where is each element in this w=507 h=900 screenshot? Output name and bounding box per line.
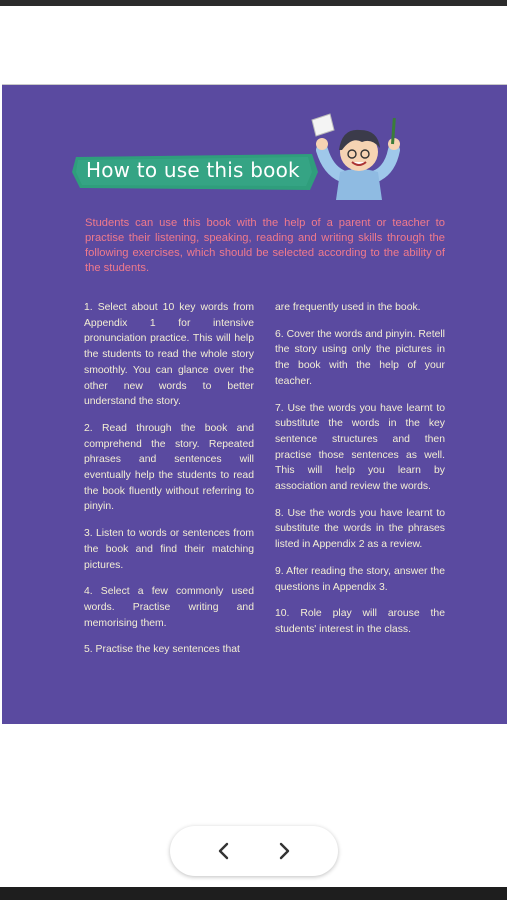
next-page-button[interactable] <box>269 836 299 866</box>
instruction-paragraph: 10. Role play will arouse the students' interest in the class. <box>275 608 445 635</box>
page-title: How to use this book <box>86 158 300 182</box>
instruction-paragraph: 9. After reading the story, answer the questions in Appendix 3. <box>275 565 445 593</box>
instruction-paragraph: 6. Cover the words and pinyin. Retell the story using only the pictures in the book with the help of your teacher. <box>275 328 445 387</box>
title-banner <box>72 152 322 192</box>
instruction-paragraph: 3. Listen to words or sentences from the book and find their matching pictures. <box>84 528 254 571</box>
previous-page-button[interactable] <box>209 836 239 866</box>
instruction-paragraph: 4. Select a few commonly used words. Practise writing and memorising them. <box>84 586 254 629</box>
status-bar <box>0 0 507 6</box>
book-page <box>2 84 507 724</box>
instruction-paragraph: are frequently used in the book. <box>275 302 421 313</box>
boy-illustration <box>302 110 412 200</box>
instruction-paragraph: 7. Use the words you have learnt to substitute the words in the key sentence structures and then practise those sentences as well. This will help you learn by association and review the words. <box>275 402 445 493</box>
instruction-paragraph: 2. Read through the book and comprehend the story. Repeated phrases and sentences will eventually help the students to read the book fluently without referring to pinyin. <box>84 422 254 513</box>
right-column <box>275 300 445 649</box>
page-navigation <box>170 826 338 876</box>
instruction-paragraph: 8. Use the words you have learnt to substitute the words in the phrases listed in Appendix 2 as a review. <box>275 507 445 551</box>
intro-text: Students can use this book with the help of a parent or teacher to practise their listening, speaking, reading and writing skills through the following exercises, which should be selected according to the ability of the students. <box>85 217 445 274</box>
system-nav-bar <box>0 887 507 900</box>
left-column <box>84 300 254 669</box>
chevron-right-icon <box>277 842 291 860</box>
chevron-left-icon <box>217 842 231 860</box>
instruction-paragraph: 1. Select about 10 key words from Appendix 1 for intensive pronunciation practice. This will help the students to read the whole story smoothly. You can glance over the other new words to better understand the story. <box>84 302 254 408</box>
instruction-paragraph: 5. Practise the key sentences that <box>84 644 240 656</box>
